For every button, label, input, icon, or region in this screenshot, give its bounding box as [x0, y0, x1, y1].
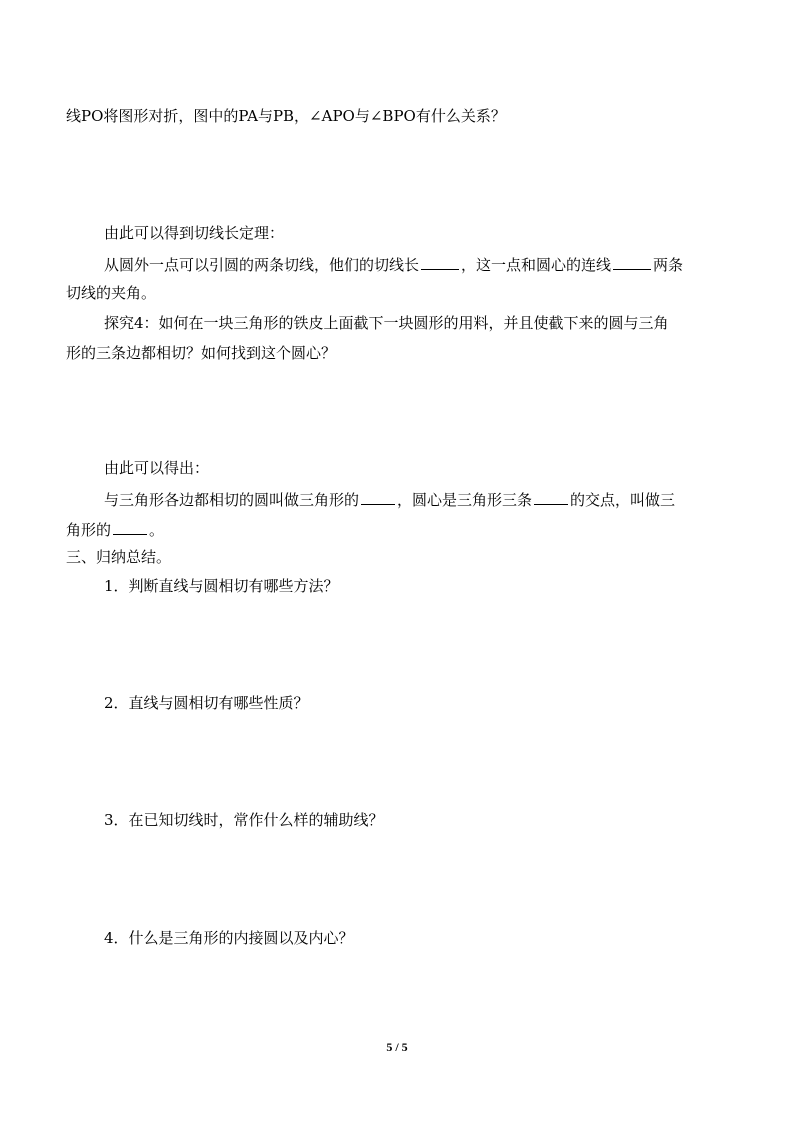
- conclusion-intro: 由此可以得出：: [104, 459, 210, 477]
- explore4-line-2: 形的三条边都相切？如何找到这个圆心？: [66, 344, 337, 362]
- question-2: 2．直线与圆相切有哪些性质？: [104, 694, 309, 712]
- question-4: 4．什么是三角形的内接圆以及内心？: [104, 929, 354, 947]
- conclusion-line-1: [104, 488, 675, 510]
- conclusion-text-1: 与三角形各边都相切的圆叫做三角形的: [104, 491, 360, 509]
- fill-blank-1[interactable]: [421, 253, 459, 270]
- fill-blank-5[interactable]: [113, 518, 147, 535]
- conclusion-text-3: 的交点，叫做三: [570, 491, 676, 509]
- conclusion-text-5: 。: [149, 521, 165, 539]
- fill-blank-4[interactable]: [534, 488, 568, 505]
- theorem-text-2: ，这一点和圆心的连线: [461, 256, 612, 274]
- conclusion-text-4: 角形的: [66, 521, 112, 539]
- theorem-line-1: [104, 253, 683, 275]
- section-title-summary: 三、归纳总结。: [66, 548, 172, 566]
- conclusion-line-2: [66, 518, 164, 540]
- question-3: 3．在已知切线时，常作什么样的辅助线？: [104, 811, 384, 829]
- theorem-text-1: 从圆外一点可以引圆的两条切线，他们的切线长: [104, 256, 420, 274]
- theorem-intro: 由此可以得到切线长定理：: [104, 224, 285, 242]
- theorem-line-2: 切线的夹角。: [66, 284, 157, 302]
- theorem-text-3: 两条: [653, 256, 684, 274]
- explore4-line-1: 探究4：如何在一块三角形的铁皮上面截下一块圆形的用料，并且使截下来的圆与三角: [104, 314, 669, 332]
- fill-blank-3[interactable]: [361, 488, 395, 505]
- page-number: 5 / 5: [386, 1040, 408, 1054]
- fill-blank-2[interactable]: [613, 253, 651, 270]
- paragraph-fold-question: 线PO将图形对折，图中的PA与PB，∠APO与∠BPO有什么关系？: [66, 107, 506, 125]
- question-1: 1．判断直线与圆相切有哪些方法？: [104, 577, 339, 595]
- conclusion-text-2: ，圆心是三角形三条: [397, 491, 533, 509]
